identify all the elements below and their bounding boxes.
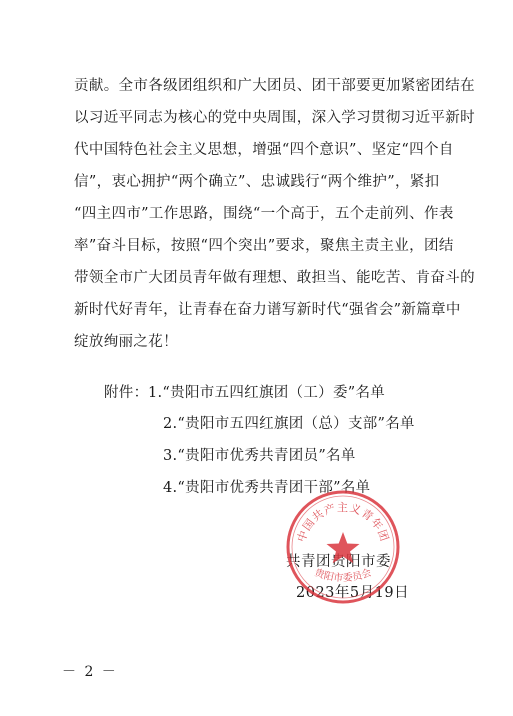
body-text-line-7: 带领全市广大团员青年做有理想、敢担当、能吃苦、肯奋斗的 bbox=[74, 270, 475, 286]
body-text-line-3: 代中国特色社会主义思想，增强“四个意识”、坚定“四个自 bbox=[74, 142, 454, 158]
body-text-line-6: 率”奋斗目标，按照“四个突出”要求，聚焦主责主业，团结 bbox=[74, 238, 454, 254]
body-text-line-1: 贡献。全市各级团组织和广大团员、团干部要更加紧密团结在 bbox=[74, 78, 475, 94]
svg-text:中国共产主义青年团: 中国共产主义青年团 bbox=[294, 501, 392, 544]
svg-text:贵阳市委员会: 贵阳市委员会 bbox=[312, 567, 374, 585]
signature-date: 2023年5月19日 bbox=[296, 585, 410, 601]
signature-organization: 共青团贵阳市委 bbox=[286, 554, 391, 570]
attachment-item-1: 1.“贵阳市五四红旗团（工）委”名单 bbox=[148, 385, 386, 401]
attachment-item-2: 2.“贵阳市五四红旗团（总）支部”名单 bbox=[163, 416, 415, 432]
body-text-line-5: “四主四市”工作思路，围绕“一个高于，五个走前列、作表 bbox=[74, 206, 454, 222]
attachment-item-3: 3.“贵阳市优秀共青团员”名单 bbox=[163, 448, 356, 464]
body-text-line-9: 绽放绚丽之花！ bbox=[74, 334, 178, 350]
body-text-line-2: 以习近平同志为核心的党中央周围，深入学习贯彻习近平新时 bbox=[74, 110, 475, 126]
body-text-line-8: 新时代好青年，让青春在奋力谱写新时代“强省会”新篇章中 bbox=[74, 302, 461, 318]
official-seal-stamp bbox=[284, 488, 402, 606]
body-text-line-4: 信”，衷心拥护“两个确立”、忠诚践行“两个维护”，紧扣 bbox=[74, 174, 440, 190]
attachment-item-4: 4.“贵阳市优秀共青团干部”名单 bbox=[163, 480, 371, 496]
attachment-label: 附件： bbox=[104, 385, 149, 401]
page-number: － 2 － bbox=[62, 664, 118, 680]
